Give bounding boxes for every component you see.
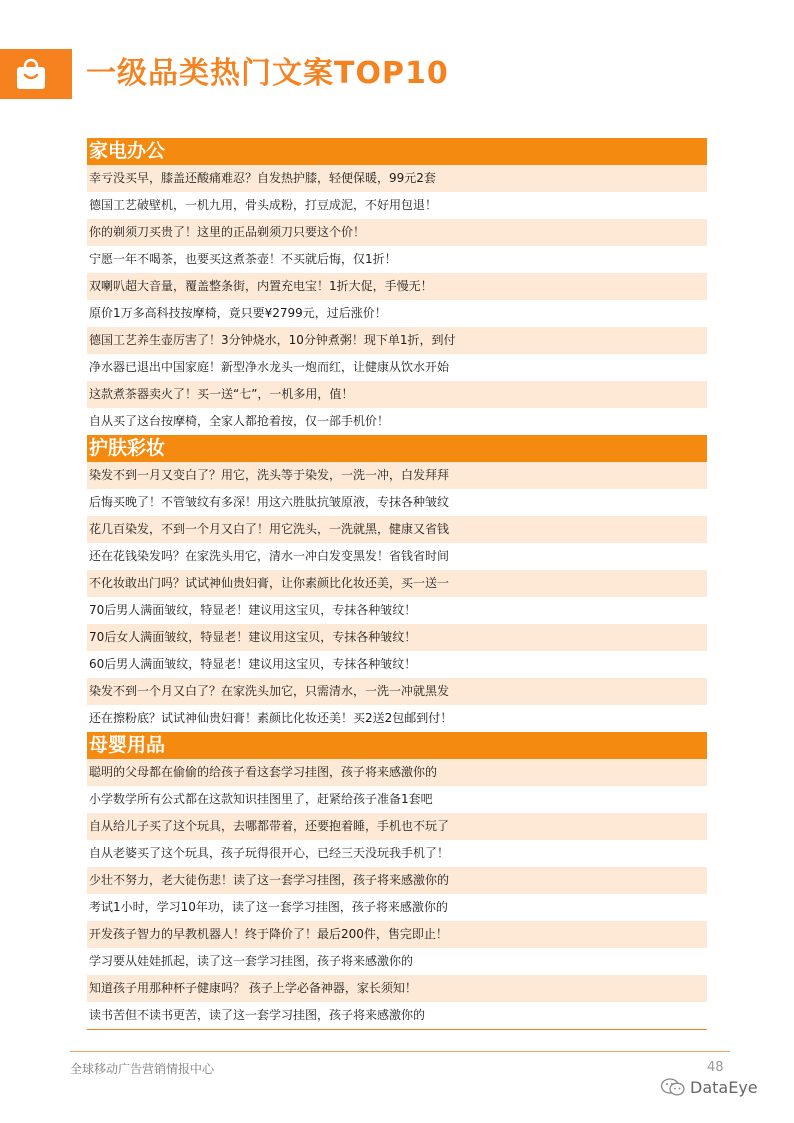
header-accent-bar (66, 49, 72, 99)
section-appliance-office (87, 138, 707, 435)
table-row: 学习要从娃娃抓起，读了这一套学习挂图，孩子将来感激你的 (87, 948, 707, 975)
table-row: 染发不到一月又变白了？用它，洗头等于染发，一洗一冲，白发拜拜 (87, 462, 707, 489)
table-row: 自从给儿子买了这个玩具，去哪都带着，还要抱着睡，手机也不玩了 (87, 813, 707, 840)
table-row: 70后男人满面皱纹，特显老！建议用这宝贝，专抹各种皱纹！ (87, 597, 707, 624)
table-row: 宁愿一年不喝茶，也要买这煮茶壶！不买就后悔，仅1折！ (87, 246, 707, 273)
section-title: 母婴用品 (87, 732, 707, 759)
table-row: 这款煮茶器卖火了！买一送“七”，一机多用，值！ (87, 381, 707, 408)
table-row: 考试1小时，学习10年功，读了这一套学习挂图，孩子将来感激你的 (87, 894, 707, 921)
table-row: 后悔买晚了！不管皱纹有多深！用这六胜肽抗皱原液，专抹各种皱纹 (87, 489, 707, 516)
section-skincare-makeup (87, 435, 707, 732)
table-row: 少壮不努力，老大徒伤悲！读了这一套学习挂图，孩子将来感激你的 (87, 867, 707, 894)
table-row: 花几百染发，不到一个月又白了！用它洗头，一洗就黑，健康又省钱 (87, 516, 707, 543)
section-rows (87, 462, 707, 732)
table-row: 自从买了这台按摩椅，全家人都抢着按，仅一部手机价！ (87, 408, 707, 435)
table-row: 70后女人满面皱纹，特显老！建议用这宝贝，专抹各种皱纹！ (87, 624, 707, 651)
section-rows (87, 165, 707, 435)
section-title: 护肤彩妆 (87, 435, 707, 462)
table-row: 德国工艺破壁机，一机九用，骨头成粉，打豆成泥，不好用包退！ (87, 192, 707, 219)
table-row: 德国工艺养生壶厉害了！3分钟烧水，10分钟煮粥！现下单1折，到付 (87, 327, 707, 354)
section-mother-baby (87, 732, 707, 1030)
wechat-icon (660, 1077, 686, 1097)
section-title: 家电办公 (87, 138, 707, 165)
page-number: 48 (707, 1060, 724, 1075)
section-rows (87, 759, 707, 1029)
table-row: 染发不到一个月又白了？在家洗头加它，只需清水，一洗一冲就黑发 (87, 678, 707, 705)
shopping-bag-icon (14, 57, 48, 91)
table-row: 聪明的父母都在偷偷的给孩子看这套学习挂图，孩子将来感激你的 (87, 759, 707, 786)
page-title: 一级品类热门文案TOP10 (86, 56, 449, 91)
table-row: 读书苦但不读书更苦，读了这一套学习挂图，孩子将来感激你的 (87, 1002, 707, 1029)
table-row: 幸亏没买早，膝盖还酸痛难忍？自发热护膝，轻便保暖，99元2套 (87, 165, 707, 192)
table-row: 你的剃须刀买贵了！这里的正品剃须刀只要这个价！ (87, 219, 707, 246)
table-bottom-rule (87, 1029, 707, 1030)
table-row: 小学数学所有公式都在这款知识挂图里了，赶紧给孩子准备1套吧 (87, 786, 707, 813)
table-row: 净水器已退出中国家庭！新型净水龙头一炮而红，让健康从饮水开始 (87, 354, 707, 381)
table-row: 知道孩子用那种杯子健康吗？ 孩子上学必备神器，家长须知！ (87, 975, 707, 1002)
table-row: 开发孩子智力的早教机器人！终于降价了！最后200件，售完即止！ (87, 921, 707, 948)
table-row: 还在擦粉底？试试神仙贵妇膏！素颜比化妆还美！买2送2包邮到付！ (87, 705, 707, 732)
table-row: 还在花钱染发吗？在家洗头用它，清水一冲白发变黑发！省钱省时间 (87, 543, 707, 570)
table-row: 原价1万多高科技按摩椅，竟只要¥2799元，过后涨价！ (87, 300, 707, 327)
table-row: 60后男人满面皱纹，特显老！建议用这宝贝，专抹各种皱纹！ (87, 651, 707, 678)
brand-name: DataEye (690, 1077, 758, 1097)
table-row: 双喇叭超大音量，覆盖整条街，内置充电宝！1折大促，手慢无！ (87, 273, 707, 300)
copy-table (87, 138, 707, 1030)
table-row: 自从老婆买了这个玩具，孩子玩得很开心，已经三天没玩我手机了！ (87, 840, 707, 867)
table-row: 不化妆敢出门吗？试试神仙贵妇膏，让你素颜比化妆还美，买一送一 (87, 570, 707, 597)
footer-caption: 全球移动广告营销情报中心 (70, 1062, 215, 1076)
header-badge (0, 49, 72, 99)
footer-divider (70, 1051, 730, 1052)
brand-mark (660, 1077, 758, 1097)
